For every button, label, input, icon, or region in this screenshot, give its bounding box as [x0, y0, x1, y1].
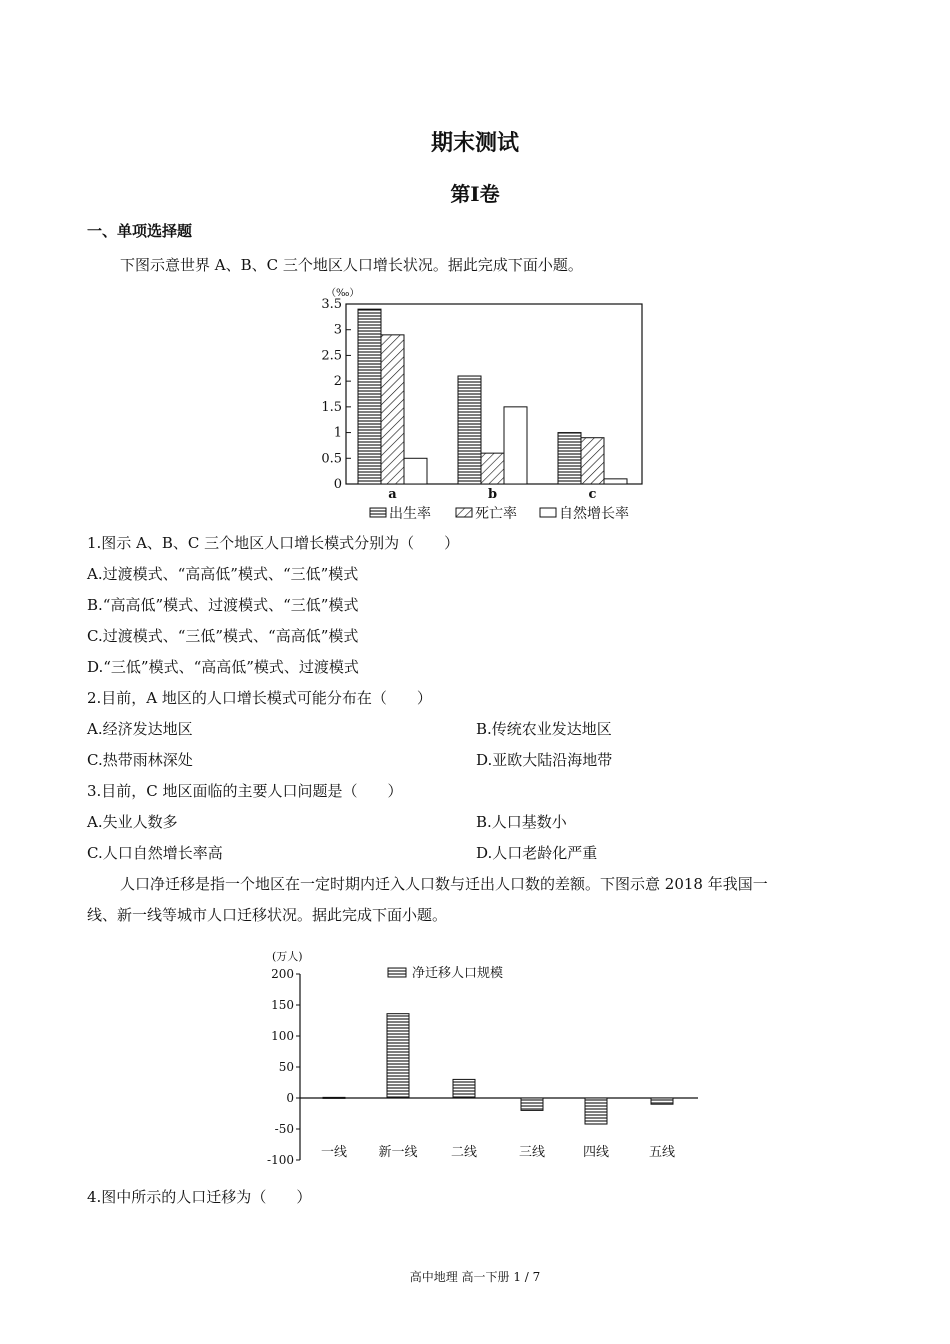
y-tick-label: 3.5 [321, 297, 342, 312]
y-tick-label: 3 [333, 322, 342, 338]
bar-b-自然增长率 [504, 407, 527, 484]
y-tick-label: -100 [267, 1153, 294, 1167]
x-category-label: a [388, 487, 397, 502]
y-tick-label: -50 [274, 1122, 294, 1136]
question-3-option-d[interactable]: D.人口老龄化严重 [476, 844, 598, 862]
legend-swatch [540, 508, 556, 517]
y-tick-label: 2.5 [321, 348, 342, 364]
question-1-option-c[interactable]: C.过渡模式、“三低”模式、“高高低”模式 [87, 627, 359, 645]
y-axis-unit: (万人) [272, 950, 303, 963]
x-category-label: 二线 [450, 1145, 478, 1160]
question-2-option-b[interactable]: B.传统农业发达地区 [476, 720, 612, 738]
legend-swatch [388, 968, 406, 977]
question-3-stem: 3.目前，C 地区面临的主要人口问题是（ ） [87, 782, 403, 800]
bar-a-死亡率 [381, 335, 404, 484]
bar-c-出生率 [558, 433, 581, 484]
question-2-stem: 2.目前，A 地区的人口增长模式可能分布在（ ） [87, 689, 432, 707]
x-category-label: c [588, 487, 597, 502]
page-title: 期末测试 [430, 130, 519, 156]
y-tick-label: 50 [278, 1060, 294, 1074]
question-1-option-b[interactable]: B.“高高低”模式、过渡模式、“三低”模式 [87, 596, 359, 614]
intro-paragraph-1: 下图示意世界 A、B、C 三个地区人口增长状况。据此完成下面小题。 [120, 256, 583, 274]
x-category-label: 四线 [582, 1145, 610, 1160]
intro-paragraph-2-line-1: 人口净迁移是指一个地区在一定时期内迁入人口数与迁出人口数的差额。下图示意 2018 年我国一 [120, 875, 768, 893]
bar-二线 [453, 1079, 475, 1098]
bar-c-死亡率 [581, 438, 604, 484]
question-3-option-a[interactable]: A.失业人数多 [87, 813, 178, 831]
x-category-label: b [487, 487, 498, 502]
question-4-stem: 4.图中所示的人口迁移为（ ） [87, 1188, 312, 1206]
bar-a-出生率 [358, 309, 381, 484]
page-footer: 高中地理 高一下册 1 / 7 [409, 1270, 541, 1284]
section-heading: 一、单项选择题 [87, 222, 193, 240]
bar-b-出生率 [458, 376, 481, 484]
question-3-option-c[interactable]: C.人口自然增长率高 [87, 844, 223, 862]
bar-一线 [323, 1097, 345, 1098]
y-tick-label: 0.5 [321, 451, 342, 467]
bar-a-自然增长率 [404, 458, 427, 484]
question-2-option-c[interactable]: C.热带雨林深处 [87, 751, 193, 769]
x-category-label: 一线 [320, 1145, 348, 1160]
question-1-option-d[interactable]: D.“三低”模式、“高高低”模式、过渡模式 [87, 658, 359, 676]
legend-label: 自然增长率 [559, 506, 629, 522]
bar-四线 [585, 1098, 607, 1124]
legend-label: 死亡率 [475, 506, 517, 522]
y-tick-label: 150 [271, 998, 294, 1012]
bar-五线 [651, 1098, 673, 1104]
net-migration-chart [262, 946, 702, 1170]
y-tick-label: 100 [271, 1029, 294, 1043]
y-tick-label: 0 [333, 477, 342, 492]
intro-paragraph-2-line-2: 线、新一线等城市人口迁移状况。据此完成下面小题。 [87, 906, 448, 924]
x-category-label: 新一线 [378, 1145, 418, 1160]
population-growth-chart [300, 282, 650, 524]
bar-三线 [521, 1098, 543, 1110]
legend-swatch [456, 508, 472, 517]
y-tick-label: 2 [333, 374, 342, 390]
question-3-option-b[interactable]: B.人口基数小 [476, 813, 567, 831]
legend-swatch [370, 508, 386, 517]
question-1-stem: 1.图示 A、B、C 三个地区人口增长模式分别为（ ） [87, 534, 460, 552]
question-2-option-d[interactable]: D.亚欧大陆沿海地带 [476, 751, 613, 769]
bar-b-死亡率 [481, 453, 504, 484]
bar-新一线 [387, 1014, 409, 1098]
y-tick-label: 0 [286, 1091, 294, 1105]
y-tick-label: 1 [333, 425, 342, 441]
question-2-option-a[interactable]: A.经济发达地区 [87, 720, 193, 738]
page-subtitle: 第Ⅰ卷 [450, 182, 500, 206]
x-category-label: 三线 [518, 1145, 546, 1160]
x-category-label: 五线 [648, 1145, 676, 1160]
y-tick-label: 200 [271, 967, 294, 981]
y-tick-label: 1.5 [321, 399, 342, 415]
y-axis-unit: （‰） [326, 288, 360, 299]
question-1-option-a[interactable]: A.过渡模式、“高高低”模式、“三低”模式 [87, 565, 359, 583]
legend-label: 出生率 [389, 506, 431, 522]
bar-c-自然增长率 [604, 479, 627, 484]
legend-label: 净迁移人口规模 [412, 966, 504, 981]
